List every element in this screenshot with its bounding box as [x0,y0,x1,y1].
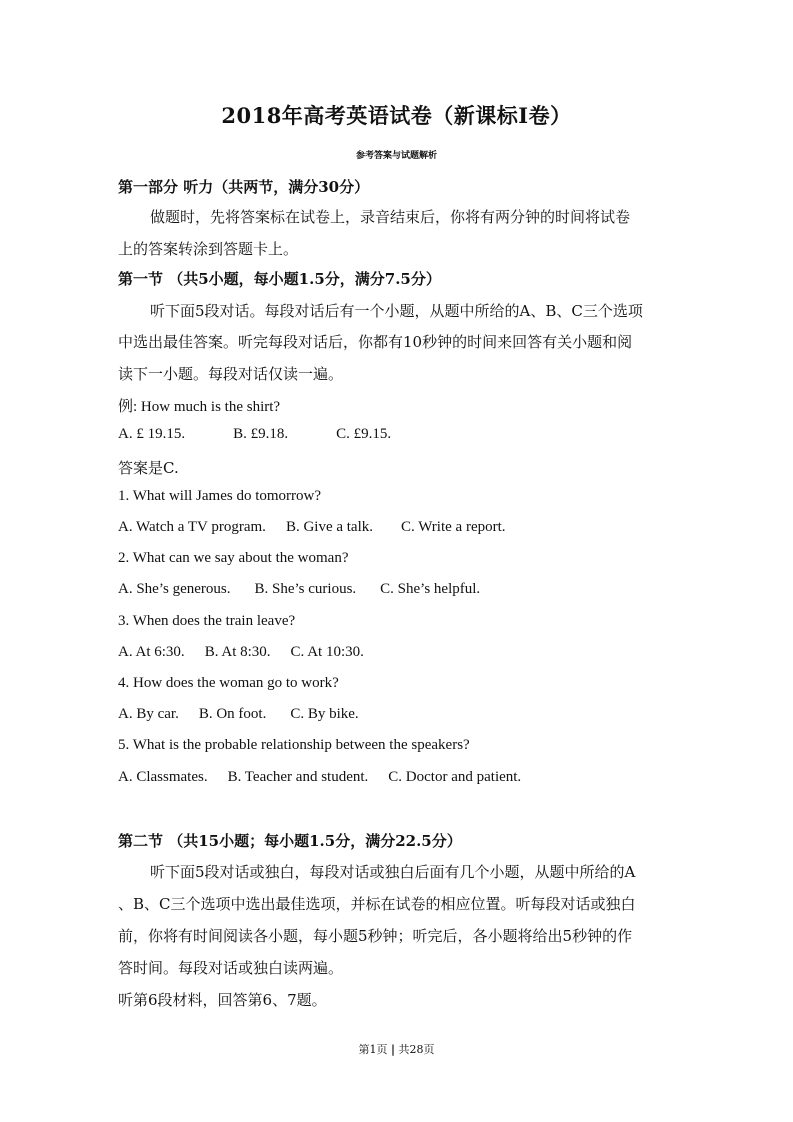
question-text: 5. What is the probable relationship between the speakers? [118,737,470,753]
example-option: C. £9.15. [336,426,392,442]
page-number: 第1页 [358,1043,388,1056]
example-answer: 答案是C. [118,459,179,477]
question-text: 3. When does the train leave? [118,613,296,629]
option: B. On foot. [198,706,267,722]
question-text: 4. How does the woman go to work? [118,675,339,691]
option: C. Doctor and patient. [388,769,522,785]
option: A. At 6:30. [118,644,185,660]
question-options [118,519,506,536]
option: C. Write a report. [401,519,506,535]
document-title: 2018年高考英语试卷（新课标I卷） [221,103,572,128]
section2-instruction-line: 前，你将有时间阅读各小题，每小题5秒钟；听完后，各小题将给出5秒钟的作 [118,927,633,945]
question-text: 2. What can we say about the woman? [118,550,349,566]
question-options [118,644,364,661]
page-footer [0,1041,793,1057]
section2-instruction-line: 答时间。每段对话或独白读两遍。 [118,959,344,977]
example-question: 例: How much is the shirt? [118,399,281,415]
example-options [118,426,391,443]
option: C. She’s helpful. [380,581,481,597]
option: B. Teacher and student. [227,769,369,785]
option: B. At 8:30. [204,644,271,660]
section1-instruction-line: 读下一小题。每段对话仅读一遍。 [118,365,344,383]
part1-instruction-line: 上的答案转涂到答题卡上。 [118,240,299,258]
option: A. Watch a TV program. [118,519,266,535]
option: B. Give a talk. [285,519,374,535]
option: A. Classmates. [118,769,208,785]
part1-instruction-line: 做题时，先将答案标在试卷上，录音结束后，你将有两分钟的时间将试卷 [150,208,631,226]
footer-separator: | [390,1043,395,1056]
page-total: 共28页 [398,1043,435,1056]
example-option: A. £ 19.15. [118,426,186,442]
option: C. By bike. [290,706,359,722]
option: B. She’s curious. [254,581,357,597]
question-text: 1. What will James do tomorrow? [118,488,322,504]
option: C. At 10:30. [290,644,364,660]
section2-instruction-line: 、B、C三个选项中选出最佳选项，并标在试卷的相应位置。听每段对话或独白 [118,895,636,913]
section2-heading: 第二节 （共15小题；每小题1.5分，满分22.5分） [118,832,462,850]
option: A. By car. [118,706,179,722]
section1-heading: 第一节 （共5小题，每小题1.5分，满分7.5分） [118,270,441,288]
part1-heading: 第一部分 听力（共两节，满分30分） [118,178,370,196]
document-subtitle: 参考答案与试题解析 [355,151,437,161]
example-option: B. £9.18. [233,426,289,442]
section2-material: 听第6段材料，回答第6、7题。 [118,991,327,1009]
section1-instruction-line: 听下面5段对话。每段对话后有一个小题，从题中所给的A、B、C三个选项 [150,302,643,320]
question-options [118,581,480,598]
question-options [118,706,359,723]
section2-instruction-line: 听下面5段对话或独白，每段对话或独白后面有几个小题，从题中所给的A [150,863,636,881]
section1-instruction-line: 中选出最佳答案。听完每段对话后，你都有10秒钟的时间来回答有关小题和阅 [118,333,633,351]
question-options [118,769,521,786]
option: A. She’s generous. [118,581,231,597]
